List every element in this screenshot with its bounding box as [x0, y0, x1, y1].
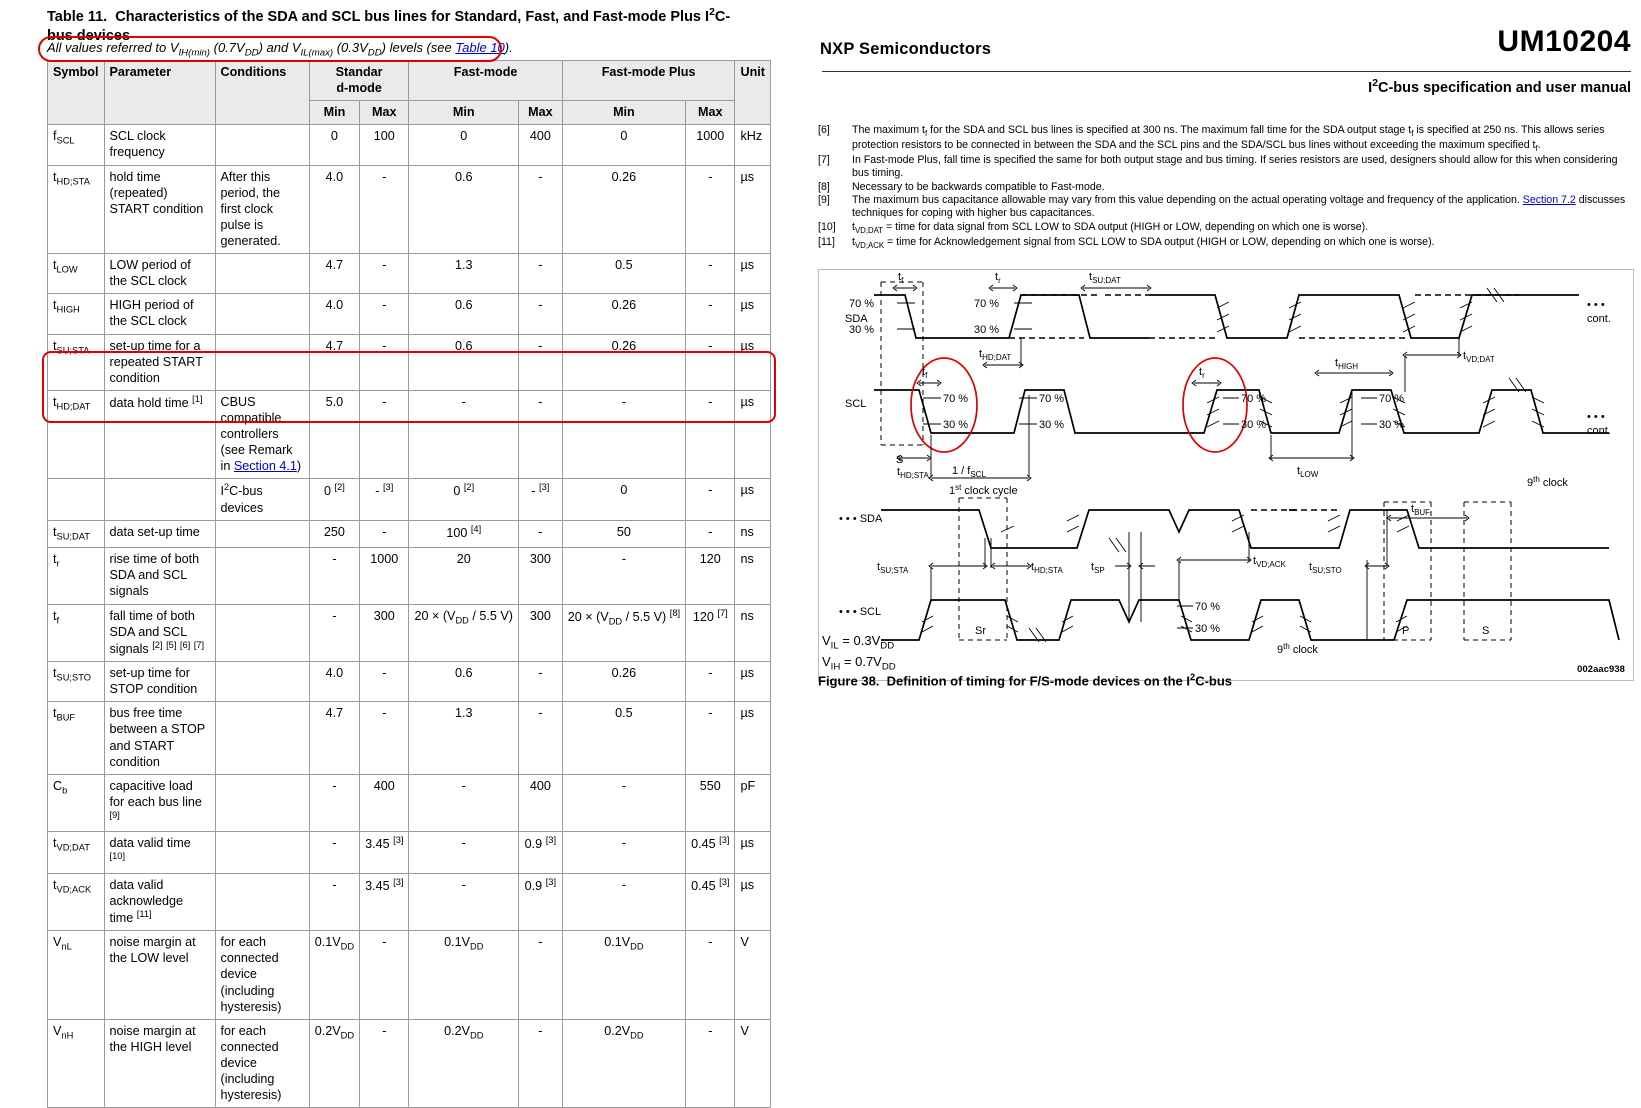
- cell-std-min: -: [309, 774, 359, 832]
- cell-fast-max: -: [519, 334, 563, 390]
- cell-fast-min: 0 [2]: [409, 479, 519, 520]
- label-thd-sta-bottom: $t_{HD;STA}$: [1031, 561, 1063, 575]
- footnote-marker: [6]: [818, 124, 830, 136]
- cell-parameter: data hold time [1]: [104, 390, 215, 479]
- cell-std-max: -: [360, 334, 409, 390]
- table-row: [48, 334, 771, 390]
- footnote-marker: [8]: [818, 180, 830, 193]
- label-scl-70pct-bottom: 70 %: [1195, 601, 1221, 613]
- th-fmp-min: Min: [562, 101, 685, 125]
- cell-fast-min: 1.3: [409, 254, 519, 294]
- cell-fmp-min: 0.26: [562, 165, 685, 254]
- footnote: [818, 181, 1633, 194]
- cell-fast-min: 0.6: [409, 165, 519, 254]
- cell-fmp-max: -: [686, 254, 735, 294]
- cell-fast-max: 0.9 [3]: [519, 832, 563, 873]
- table-row: [48, 873, 771, 931]
- cell-std-min: -: [309, 832, 359, 873]
- cell-fast-max: -: [519, 931, 563, 1020]
- document-panel: [800, 0, 1641, 747]
- cell-conditions: [215, 832, 309, 873]
- label-scl-70pct-2: 70 %: [1039, 393, 1065, 405]
- cell-conditions: $I^2C$-bus devices: [215, 479, 309, 520]
- footnote-text: In Fast-mode Plus, fall time is specified the same for both output stage and bus timing. If series resistors are used, designers should allow for this when considering bus timing.: [852, 153, 1618, 180]
- cell-std-max: 300: [360, 604, 409, 662]
- cell-parameter: noise margin at the LOW level: [104, 931, 215, 1020]
- cell-fast-min: 1.3: [409, 702, 519, 774]
- cell-fmp-max: 0.45 [3]: [686, 873, 735, 931]
- cell-fast-max: 400: [519, 774, 563, 832]
- table-row: [48, 520, 771, 547]
- vih-level: $V_{IH} = 0.7V_{DD}$: [822, 654, 896, 673]
- cell-parameter: capacitive load for each bus line [9]: [104, 774, 215, 832]
- footnote: [818, 154, 1633, 181]
- label-cont-1: cont.: [1587, 313, 1611, 325]
- th-fast-min: Min: [409, 101, 519, 125]
- cell-fmp-min: -: [562, 873, 685, 931]
- label-scl-30pct-3: 30 %: [1241, 419, 1267, 431]
- label-thigh: $t_{HIGH}$: [1335, 357, 1359, 371]
- cell-fmp-max: -: [686, 334, 735, 390]
- cell-fast-min: 0.6: [409, 294, 519, 334]
- cell-std-max: -: [360, 165, 409, 254]
- cell-fmp-max: -: [686, 1019, 735, 1108]
- table-row: [48, 604, 771, 662]
- cell-fmp-max: 0.45 [3]: [686, 832, 735, 873]
- label-sr: Sr: [975, 625, 986, 637]
- cell-symbol: $V_{nH}$: [48, 1019, 105, 1108]
- cell-fast-max: 400: [519, 125, 563, 165]
- label-tsu-sta: $t_{SU;STA}$: [877, 561, 909, 575]
- table-header-row-1: [48, 61, 771, 101]
- cell-std-max: -: [360, 294, 409, 334]
- label-1-over-fscl: $1 / f_{SCL}$: [952, 465, 986, 479]
- label-tsu-dat: $t_{SU;DAT}$: [1089, 271, 1121, 285]
- table-row: [48, 774, 771, 832]
- table-panel: [0, 0, 800, 1103]
- label-tr-scl: $t_r$: [1199, 366, 1205, 380]
- cell-std-max: - [3]: [360, 479, 409, 520]
- label-sda-bottom: • • • SDA: [839, 513, 883, 525]
- cell-std-min: 4.0: [309, 165, 359, 254]
- cell-std-min: $0.1V_{DD}$: [309, 931, 359, 1020]
- cell-symbol: $C_b$: [48, 774, 105, 832]
- th-fmp-max: Max: [686, 101, 735, 125]
- cell-std-min: -: [309, 604, 359, 662]
- red-oval-scl-fall: [911, 358, 977, 452]
- table-row: [48, 165, 771, 254]
- cell-conditions: [215, 334, 309, 390]
- cell-fast-max: -: [519, 165, 563, 254]
- cell-fmp-min: 50: [562, 520, 685, 547]
- timing-figure: [818, 269, 1634, 681]
- cell-fmp-min: -: [562, 390, 685, 479]
- cell-conditions: CBUS compatible controllers (see Remark in Section 4.1): [215, 390, 309, 479]
- table-caption: Table 11. Characteristics of the SDA and SCL bus lines for Standard, Fast, and Fast-mode Plus $I^2C$-bus devices: [47, 7, 731, 45]
- timing-diagram-svg: [819, 270, 1633, 680]
- cell-parameter: [104, 479, 215, 520]
- label-tf-scl: $t_f$: [922, 366, 928, 380]
- table-row: [48, 548, 771, 604]
- cell-fast-min: -: [409, 390, 519, 479]
- vil-level: $V_{IL} = 0.3V_{DD}$: [822, 633, 895, 652]
- cell-parameter: noise margin at the HIGH level: [104, 1019, 215, 1108]
- label-scl-30pct-bottom: 30 %: [1195, 623, 1221, 635]
- cell-conditions: for each connected device (including hysteresis): [215, 931, 309, 1020]
- cell-fmp-max: -: [686, 479, 735, 520]
- cell-parameter: LOW period of the SCL clock: [104, 254, 215, 294]
- cell-std-max: 1000: [360, 548, 409, 604]
- cell-fast-max: 300: [519, 604, 563, 662]
- th-fast-max: Max: [519, 101, 563, 125]
- cell-symbol: $t_{HD;DAT}$: [48, 390, 105, 479]
- label-p: P: [1402, 625, 1410, 637]
- cell-unit: kHz: [735, 125, 771, 165]
- cell-symbol: $V_{nL}$: [48, 931, 105, 1020]
- cell-fast-min: -: [409, 832, 519, 873]
- cell-std-min: 4.7: [309, 254, 359, 294]
- cell-unit: pF: [735, 774, 771, 832]
- label-sda-70pct-1: 70 %: [849, 298, 875, 310]
- table-row: [48, 1019, 771, 1108]
- cell-symbol: $t_{VD;DAT}$: [48, 832, 105, 873]
- table-row: [48, 390, 771, 479]
- cell-fast-max: -: [519, 1019, 563, 1108]
- cell-fmp-max: -: [686, 294, 735, 334]
- table-subcaption: All values referred to $V_{IH(min)}$ $(0.7V_{DD})$ and $V_{IL(max)}$ $(0.3V_{DD})$ levels (see Table 10).: [47, 40, 513, 59]
- cell-std-max: -: [360, 931, 409, 1020]
- cell-symbol: $t_r$: [48, 548, 105, 604]
- cell-fast-min: $20 \times (V_{DD} / 5.5$ V): [409, 604, 519, 662]
- cell-conditions: [215, 662, 309, 702]
- cell-fast-max: -: [519, 662, 563, 702]
- cell-fast-min: -: [409, 774, 519, 832]
- cell-std-max: -: [360, 702, 409, 774]
- cell-parameter: fall time of both SDA and SCL signals [2] [5] [6] [7]: [104, 604, 215, 662]
- table-head: [48, 61, 771, 125]
- label-tsu-sto: $t_{SU;STO}$: [1309, 561, 1342, 575]
- cell-fast-max: -: [519, 254, 563, 294]
- label-scl-70pct-4: 70 %: [1379, 393, 1405, 405]
- label-scl-30pct-4: 30 %: [1379, 419, 1405, 431]
- table-row: [48, 294, 771, 334]
- label-thd-dat: $t_{HD;DAT}$: [979, 348, 1012, 362]
- cell-fmp-min: $0.2V_{DD}$: [562, 1019, 685, 1108]
- cell-fmp-max: -: [686, 931, 735, 1020]
- th-standard-mode: Standar d-mode: [309, 61, 409, 101]
- cell-symbol: $t_{HD;STA}$: [48, 165, 105, 254]
- table-row: [48, 832, 771, 873]
- cell-std-min: -: [309, 873, 359, 931]
- cell-fmp-min: -: [562, 774, 685, 832]
- cell-fmp-max: -: [686, 520, 735, 547]
- label-cont-dots-2: • • •: [1587, 411, 1605, 423]
- footnote-marker: [7]: [818, 153, 830, 166]
- cell-std-min: -: [309, 548, 359, 604]
- cell-fast-min: 0: [409, 125, 519, 165]
- cell-fast-max: -: [519, 702, 563, 774]
- cell-conditions: [215, 520, 309, 547]
- label-sda-30pct-1: 30 %: [849, 324, 875, 336]
- th-symbol: Symbol: [48, 61, 105, 125]
- footnote-text: Necessary to be backwards compatible to Fast-mode.: [852, 180, 1105, 193]
- cell-unit: µs: [735, 479, 771, 520]
- voltage-levels: [822, 632, 896, 675]
- cell-fast-min: 100 [4]: [409, 520, 519, 547]
- cell-unit: µs: [735, 334, 771, 390]
- th-parameter: Parameter: [104, 61, 215, 125]
- th-std-max: Max: [360, 101, 409, 125]
- cell-unit: µs: [735, 254, 771, 294]
- cell-std-min: 4.0: [309, 294, 359, 334]
- label-9th-clock-bottom: 9th clock: [1277, 642, 1318, 656]
- cell-symbol: $t_{SU;DAT}$: [48, 520, 105, 547]
- th-fast-mode-plus: Fast-mode Plus: [562, 61, 735, 101]
- cell-fast-max: -: [519, 390, 563, 479]
- footnote-text: The maximum $t_f$ for the SDA and SCL bus lines is specified at 300 ns. The maximum fall time for the SDA output stage $t_f$ is specified at 250 ns. This allows series protection resistors to be connected in between the SDA and the SCL pins and the SDA/SCL bus lines without exceeding the maximum specified $t_f$.: [852, 124, 1605, 154]
- characteristics-table: [47, 60, 771, 1108]
- table-body: [48, 125, 771, 1108]
- label-cont-dots-1: • • •: [1587, 299, 1605, 311]
- label-cont-2: cont.: [1587, 425, 1611, 437]
- cell-fmp-max: -: [686, 662, 735, 702]
- footnote: [818, 194, 1633, 221]
- cell-fmp-min: -: [562, 548, 685, 604]
- cell-fast-max: -: [519, 520, 563, 547]
- cell-symbol: $t_f$: [48, 604, 105, 662]
- cell-symbol: $t_{LOW}$: [48, 254, 105, 294]
- cell-std-min: 0: [309, 125, 359, 165]
- th-std-min: Min: [309, 101, 359, 125]
- cell-std-min: 4.7: [309, 702, 359, 774]
- cell-conditions: [215, 548, 309, 604]
- label-first-clock-cycle: 1st clock cycle: [949, 483, 1018, 497]
- figure-id: 002aac938: [1577, 663, 1625, 674]
- th-conditions: Conditions: [215, 61, 309, 125]
- table10-link[interactable]: Table 10: [455, 40, 505, 55]
- cell-fmp-max: -: [686, 165, 735, 254]
- cell-fast-min: -: [409, 873, 519, 931]
- cell-fast-max: 0.9 [3]: [519, 873, 563, 931]
- footnote-text: $t_{VD;DAT}$ = time for data signal from SCL LOW to SDA output (HIGH or LOW, depending on which one is worse).: [852, 220, 1369, 235]
- cell-fast-min: $0.1V_{DD}$: [409, 931, 519, 1020]
- cell-parameter: data valid time [10]: [104, 832, 215, 873]
- cell-fmp-min: $20 \times (V_{DD} / 5.5$ V) [8]: [562, 604, 685, 662]
- cell-fmp-min: 0: [562, 125, 685, 165]
- cell-fast-min: 0.6: [409, 662, 519, 702]
- cell-std-max: -: [360, 254, 409, 294]
- cell-symbol: $t_{SU;STA}$: [48, 334, 105, 390]
- cell-fmp-max: -: [686, 702, 735, 774]
- cell-std-max: 3.45 [3]: [360, 873, 409, 931]
- footnote-marker: [11]: [818, 235, 835, 248]
- cell-conditions: [215, 125, 309, 165]
- cell-fmp-min: 0.26: [562, 294, 685, 334]
- label-sda-30pct-2: 30 %: [974, 324, 1000, 336]
- cell-unit: µs: [735, 165, 771, 254]
- cell-fmp-max: 120: [686, 548, 735, 604]
- section41-link[interactable]: Section 4.1: [233, 459, 297, 474]
- label-scl-30pct-1: 30 %: [943, 419, 969, 431]
- cell-fmp-min: 0.26: [562, 334, 685, 390]
- table-row: [48, 254, 771, 294]
- cell-fmp-max: 1000: [686, 125, 735, 165]
- cell-conditions: for each connected device (including hysteresis): [215, 1019, 309, 1108]
- cell-parameter: set-up time for a repeated START condition: [104, 334, 215, 390]
- cell-unit: µs: [735, 662, 771, 702]
- table-row: [48, 931, 771, 1020]
- cell-std-max: -: [360, 1019, 409, 1108]
- label-tvd-dat: $t_{VD;DAT}$: [1463, 350, 1495, 364]
- cell-symbol: $t_{SU;STO}$: [48, 662, 105, 702]
- cell-std-max: 100: [360, 125, 409, 165]
- table-row: [48, 479, 771, 520]
- cell-unit: V: [735, 931, 771, 1020]
- label-sda-70pct-2: 70 %: [974, 298, 1000, 310]
- cell-unit: µs: [735, 832, 771, 873]
- label-tlow: $t_{LOW}$: [1297, 465, 1319, 479]
- cell-std-max: -: [360, 520, 409, 547]
- cell-fmp-min: 0: [562, 479, 685, 520]
- table-row: [48, 125, 771, 165]
- cell-conditions: [215, 702, 309, 774]
- cell-parameter: data valid acknowledge time [11]: [104, 873, 215, 931]
- footnote: [818, 221, 1633, 236]
- label-thd-sta-top: $t_{HD;STA}$: [897, 466, 929, 480]
- cell-parameter: SCL clock frequency: [104, 125, 215, 165]
- cell-fmp-min: -: [562, 832, 685, 873]
- document-subtitle: $I^2C$-bus specification and user manual: [1368, 78, 1631, 96]
- cell-fast-min: 20: [409, 548, 519, 604]
- section72-link[interactable]: Section 7.2: [1522, 194, 1576, 206]
- label-tf-sda: $t_f$: [898, 271, 904, 285]
- figure-caption: Figure 38. Definition of timing for F/S-mode devices on the $I^2C$-bus: [818, 672, 1233, 689]
- label-9th-clock-top: 9th clock: [1527, 475, 1568, 489]
- cell-std-min: 5.0: [309, 390, 359, 479]
- label-scl-70pct-1: 70 %: [943, 393, 969, 405]
- cell-conditions: After this period, the first clock pulse is generated.: [215, 165, 309, 254]
- cell-std-min: 0 [2]: [309, 479, 359, 520]
- cell-std-max: -: [360, 390, 409, 479]
- cell-parameter: HIGH period of the SCL clock: [104, 294, 215, 334]
- cell-symbol: [48, 479, 105, 520]
- cell-conditions: [215, 774, 309, 832]
- label-scl-bottom: • • • SCL: [839, 606, 882, 618]
- cell-fmp-min: 0.5: [562, 254, 685, 294]
- cell-symbol: $t_{VD;ACK}$: [48, 873, 105, 931]
- cell-fast-min: 0.6: [409, 334, 519, 390]
- label-tbuf: $t_{BUF}$: [1411, 503, 1431, 517]
- cell-unit: µs: [735, 390, 771, 479]
- cell-unit: µs: [735, 873, 771, 931]
- table-row: [48, 702, 771, 774]
- table-row: [48, 662, 771, 702]
- th-fast-mode: Fast-mode: [409, 61, 562, 101]
- cell-parameter: data set-up time: [104, 520, 215, 547]
- footnote-list: [818, 124, 1633, 251]
- cell-unit: ns: [735, 604, 771, 662]
- label-tr-sda: $t_r$: [995, 271, 1001, 285]
- cell-std-max: 3.45 [3]: [360, 832, 409, 873]
- document-code: UM10204: [1497, 25, 1631, 58]
- cell-symbol: $t_{HIGH}$: [48, 294, 105, 334]
- cell-conditions: [215, 254, 309, 294]
- footnote-marker: [10]: [818, 220, 836, 233]
- cell-std-min: 250: [309, 520, 359, 547]
- th-unit: Unit: [735, 61, 771, 125]
- cell-unit: ns: [735, 548, 771, 604]
- label-tvd-ack: $t_{VD;ACK}$: [1253, 555, 1286, 569]
- label-s-bottom: S: [1482, 625, 1490, 637]
- label-scl-30pct-2: 30 %: [1039, 419, 1065, 431]
- cell-conditions: [215, 873, 309, 931]
- cell-fmp-min: 0.5: [562, 702, 685, 774]
- cell-unit: µs: [735, 294, 771, 334]
- cell-parameter: set-up time for STOP condition: [104, 662, 215, 702]
- cell-fast-min: $0.2V_{DD}$: [409, 1019, 519, 1108]
- footnote-text: $t_{VD;ACK}$ = time for Acknowledgement signal from SCL LOW to SDA output (HIGH or LOW, depending on which one is worse).: [852, 235, 1435, 250]
- cell-std-max: -: [360, 662, 409, 702]
- red-oval-scl-rise: [1183, 358, 1247, 452]
- cell-fmp-max: -: [686, 390, 735, 479]
- footnote-text: The maximum bus capacitance allowable may vary from this value depending on the actual operating voltage and frequency of the application. Section 7.2 discusses techniques for coping with higher bus capacitances.: [852, 194, 1626, 220]
- cell-fast-max: - [3]: [519, 479, 563, 520]
- cell-symbol: $f_{SCL}$: [48, 125, 105, 165]
- cell-fmp-min: 0.26: [562, 662, 685, 702]
- cell-parameter: rise time of both SDA and SCL signals: [104, 548, 215, 604]
- cell-std-max: 400: [360, 774, 409, 832]
- label-tsp: $t_{SP}$: [1091, 561, 1105, 575]
- footnote: [818, 124, 1633, 154]
- label-scl-70pct-3: 70 %: [1241, 393, 1267, 405]
- cell-parameter: hold time (repeated) START condition: [104, 165, 215, 254]
- header-divider: [822, 71, 1631, 72]
- cell-fast-max: -: [519, 294, 563, 334]
- cell-std-min: 4.0: [309, 662, 359, 702]
- cell-unit: µs: [735, 702, 771, 774]
- label-sda-top: SDA: [845, 313, 868, 325]
- cell-std-min: $0.2V_{DD}$: [309, 1019, 359, 1108]
- label-scl-top: SCL: [845, 398, 867, 410]
- cell-conditions: [215, 294, 309, 334]
- footnote-marker: [9]: [818, 194, 830, 206]
- label-s: S: [896, 454, 904, 466]
- cell-fmp-max: 550: [686, 774, 735, 832]
- cell-parameter: bus free time between a STOP and START condition: [104, 702, 215, 774]
- cell-fmp-min: $0.1V_{DD}$: [562, 931, 685, 1020]
- cell-unit: V: [735, 1019, 771, 1108]
- cell-unit: ns: [735, 520, 771, 547]
- cell-symbol: $t_{BUF}$: [48, 702, 105, 774]
- footnote: [818, 236, 1633, 251]
- cell-std-min: 4.7: [309, 334, 359, 390]
- cell-fmp-max: 120 [7]: [686, 604, 735, 662]
- cell-conditions: [215, 604, 309, 662]
- cell-fast-max: 300: [519, 548, 563, 604]
- company-name: NXP Semiconductors: [820, 40, 992, 58]
